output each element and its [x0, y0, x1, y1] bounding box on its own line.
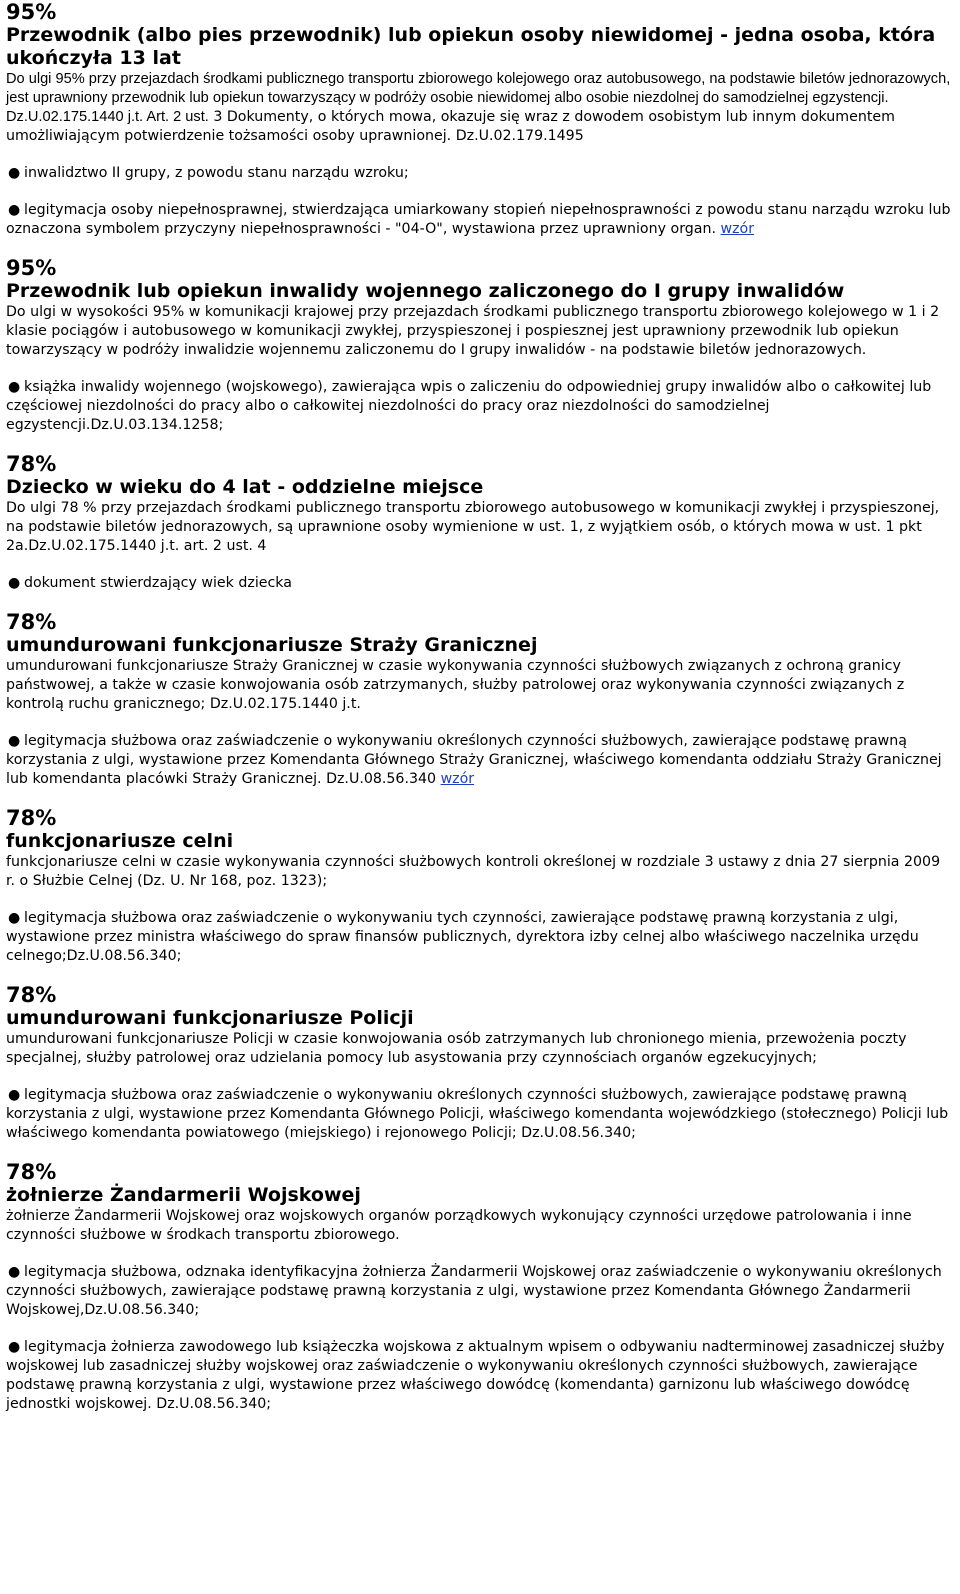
section-title: umundurowani funkcjonariusze Straży Granicznej [6, 634, 538, 656]
bullet-icon: ● [8, 1339, 21, 1355]
list-item: ● legitymacja służbowa oraz zaświadczenie o wykonywaniu określonych czynności służbowych, zawierające podstawę prawną korzystania z ulgi, wystawione przez Komendanta Głównego Policji, właściwego komendanta wojewódzkiego (stołecznego) Policji lub właściwego komendanta powiatowego (miejskiego) i rejonowego Policji; Dz.U.08.56.340; [6, 1087, 949, 1141]
section-title: funkcjonariusze celni [6, 830, 234, 852]
bullet-icon: ● [8, 1264, 21, 1280]
required-documents [6, 732, 952, 789]
discount-percent: 95% [6, 256, 57, 280]
section-description: funkcjonariusze celni w czasie wykonywania czynności służbowych kontroli określonej w rozdziale 3 ustawy z dnia 27 sierpnia 2009 r. o Służbie Celnej (Dz. U. Nr 168, poz. 1323); [6, 854, 941, 889]
required-documents [6, 1086, 952, 1143]
list-item: ● legitymacja osoby niepełnosprawnej, stwierdzająca umiarkowany stopień niepełnosprawności z powodu stanu narządu wzroku lub oznaczona symbolem przyczyny niepełnosprawności - "04-O", wystawiona przez uprawniony organ. wzór [6, 202, 951, 237]
bullet-icon: ● [8, 733, 21, 749]
required-documents [6, 1263, 952, 1414]
section-description: umundurowani funkcjonariusze Policji w czasie konwojowania osób zatrzymanych lub chronionego mienia, przewożenia poczty specjalnej, służby patrolowej oraz udzielania pomocy lub asystowania przy czynnościach organów egzekucyjnych; [6, 1031, 907, 1066]
section-title: Przewodnik (albo pies przewodnik) lub opiekun osoby niewidomej - jedna osoba, która ukończyła 13 lat [6, 24, 936, 69]
list-item: ● legitymacja służbowa oraz zaświadczenie o wykonywaniu określonych czynności służbowych, zawierające podstawę prawną korzystania z ulgi, wystawione przez Komendanta Głównego Straży Granicznej, właściwego komendanta oddziału Straży Granicznej lub komendanta placówki Straży Granicznej. Dz.U.08.56.340 wzór [6, 733, 942, 787]
required-documents [6, 574, 952, 593]
bullet-icon: ● [8, 202, 21, 218]
discount-percent: 78% [6, 983, 57, 1007]
sample-document-link[interactable]: wzór [720, 221, 755, 237]
section-border-guard [6, 610, 952, 789]
section-description: żołnierze Żandarmerii Wojskowej oraz wojskowych organów porządkowych wykonujący czynności urzędowe patrolowania i inne czynności służbowe w środkach transportu zbiorowego. [6, 1208, 912, 1243]
discount-percent: 78% [6, 806, 57, 830]
section-title: żołnierze Żandarmerii Wojskowej [6, 1184, 361, 1206]
section-child-under-4 [6, 452, 952, 593]
required-documents [6, 378, 952, 435]
section-description: Do ulgi 95% przy przejazdach środkami publicznego transportu zbiorowego kolejowego oraz autobusowego, na podstawie biletów jednorazowych, jest uprawniony przewodnik lub opiekun towarzyszący w podróży osobie niewidomej albo osobie niezdolnej do samodzielnej egzystencji. Dz.U.02.175.1440 j.t. Art. 2 ust. 3 Dokumenty, o których mowa, okazuje się wraz z dowodem osobistym lub innym dokumentem umożliwiającym potwierdzenie tożsamości osoby uprawnionej. Dz.U.02.179.1495 [6, 71, 951, 144]
sample-document-link[interactable]: wzór [440, 771, 475, 787]
required-documents [6, 909, 952, 966]
section-description: Do ulgi w wysokości 95% w komunikacji krajowej przy przejazdach środkami publicznego transportu zbiorowego kolejowego w 1 i 2 klasie pociągów i autobusowego w komunikacji zwykłej, przyspieszonej i pospiesznej jest uprawniony przewodnik lub opiekun towarzyszący w podróży inwalidzie wojennemu zaliczonemu do I grupy inwalidów - na podstawie biletów jednorazowych. [6, 304, 940, 358]
list-item: ● legitymacja służbowa oraz zaświadczenie o wykonywaniu tych czynności, zawierające podstawę prawną korzystania z ulgi, wystawione przez ministra właściwego do spraw finansów publicznych, dyrektora izby celnej albo właściwego naczelnika urzędu celnego;Dz.U.08.56.340; [6, 910, 919, 964]
section-guide-blind [6, 0, 952, 239]
section-title: Dziecko w wieku do 4 lat - oddzielne miejsce [6, 476, 484, 498]
section-description: Do ulgi 78 % przy przejazdach środkami publicznego transportu zbiorowego autobusowego w komunikacji zwykłej i przyspieszonej, na podstawie biletów jednorazowych, są uprawnione osoby wymienione w ust. 1, z wyjątkiem osób, o których mowa w ust. 1 pkt 2a.Dz.U.02.175.1440 j.t. art. 2 ust. 4 [6, 500, 940, 554]
list-item: ● legitymacja żołnierza zawodowego lub książeczka wojskowa z aktualnym wpisem o odbywaniu nadterminowej zasadniczej służby wojskowej lub zasadniczej służby wojskowej oraz zaświadczenie o wykonywaniu określonych czynności służbowych, zawierające podstawę prawną korzystania z ulgi, wystawione przez właściwego dowódcę (komendanta) garnizonu lub właściwego dowódcę jednostki wojskowej. Dz.U.08.56.340; [6, 1339, 945, 1412]
section-description: umundurowani funkcjonariusze Straży Granicznej w czasie wykonywania czynności służbowych związanych z ochroną granicy państwowej, a także w czasie konwojowania osób zatrzymanych, służby patrolowej oraz wykonywania czynności związanych z kontrolą ruchu granicznego; Dz.U.02.175.1440 j.t. [6, 658, 905, 712]
bullet-icon: ● [8, 575, 21, 591]
discount-percent: 78% [6, 1160, 57, 1184]
section-guide-war-invalid [6, 256, 952, 435]
list-item: ● legitymacja służbowa, odznaka identyfikacyjna żołnierza Żandarmerii Wojskowej oraz zaświadczenie o wykonywaniu określonych czynności służbowych, zawierające podstawę prawną korzystania z ulgi, wystawione przez Komendanta Głównego Żandarmerii Wojskowej,Dz.U.08.56.340; [6, 1264, 942, 1318]
discount-percent: 95% [6, 0, 57, 24]
bullet-icon: ● [8, 379, 21, 395]
discount-percent: 78% [6, 452, 57, 476]
list-item: ● inwalidztwo II grupy, z powodu stanu narządu wzroku; [8, 165, 409, 181]
discount-percent: 78% [6, 610, 57, 634]
section-customs-officers [6, 806, 952, 966]
section-title: Przewodnik lub opiekun inwalidy wojennego zaliczonego do I grupy inwalidów [6, 280, 845, 302]
section-military-police [6, 1160, 952, 1414]
bullet-icon: ● [8, 165, 21, 181]
list-item: ● książka inwalidy wojennego (wojskowego), zawierająca wpis o zaliczeniu do odpowiedniej grupy inwalidów albo o całkowitej lub częściowej niezdolności do pracy albo o całkowitej niezdolności do pracy oraz niezdolności do samodzielnej egzystencji.Dz.U.03.134.1258; [6, 379, 932, 433]
required-documents [6, 164, 952, 239]
section-police [6, 983, 952, 1143]
list-item: ● dokument stwierdzający wiek dziecka [8, 575, 292, 591]
section-title: umundurowani funkcjonariusze Policji [6, 1007, 414, 1029]
bullet-icon: ● [8, 1087, 21, 1103]
bullet-icon: ● [8, 910, 21, 926]
